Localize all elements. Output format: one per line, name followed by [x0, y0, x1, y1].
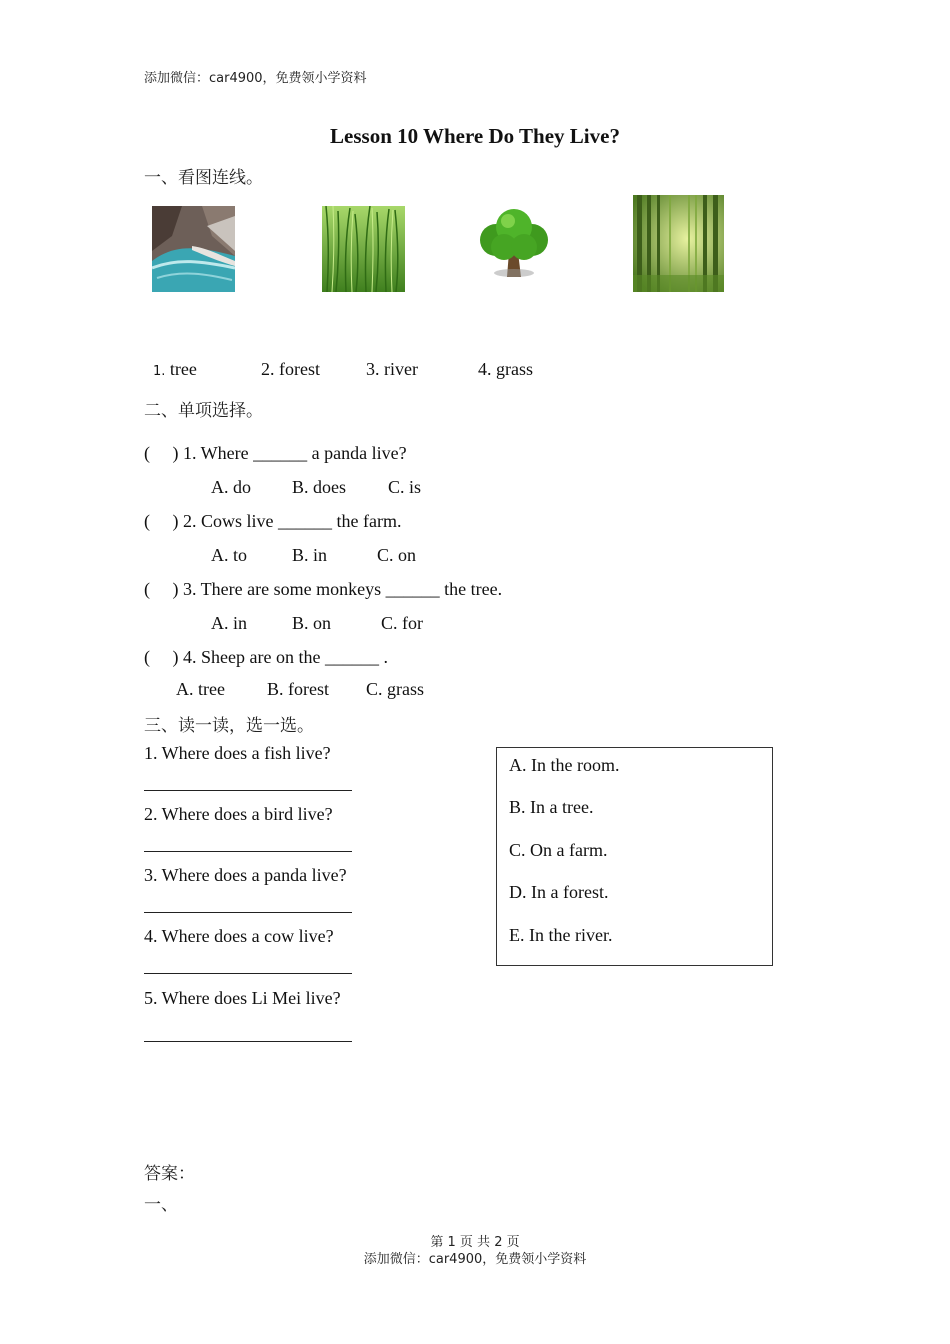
q4-option-a: A. tree	[176, 679, 225, 699]
section2-heading: 二、单项选择。	[144, 401, 263, 421]
q3-option-c: C. for	[381, 613, 423, 633]
grass-photo	[322, 206, 405, 292]
read-question-3: 3. Where does a panda live?	[144, 865, 347, 885]
word-item-1: 1. tree	[153, 359, 197, 379]
answer-line-4	[144, 973, 352, 974]
q3-option-b: B. on	[292, 613, 332, 633]
answer-line-1	[144, 790, 352, 791]
question-1: ( ) 1. Where ______ a panda live?	[144, 443, 407, 463]
q4-option-c: C. grass	[366, 679, 424, 699]
read-question-5: 5. Where does Li Mei live?	[144, 988, 341, 1008]
tree-illustration	[474, 207, 554, 279]
answers-part1: 一、	[144, 1195, 178, 1215]
read-question-2: 2. Where does a bird live?	[144, 804, 333, 824]
answer-line-5	[144, 1041, 352, 1042]
q2-option-b: B. in	[292, 545, 328, 565]
q2-option-a: A. to	[211, 545, 247, 565]
section1-heading: 一、看图连线。	[144, 168, 263, 188]
choice-e: E. In the river.	[509, 925, 613, 945]
q3-option-a: A. in	[211, 613, 247, 633]
river-photo	[152, 206, 235, 292]
page-number: 第 1 页 共 2 页	[430, 1235, 520, 1250]
word-item-3: 3. river	[366, 359, 418, 379]
choice-d: D. In a forest.	[509, 882, 609, 902]
q4-option-b: B. forest	[267, 679, 329, 699]
answers-heading: 答案：	[144, 1164, 195, 1184]
read-question-1: 1. Where does a fish live?	[144, 743, 331, 763]
page-title: Lesson 10 Where Do They Live?	[330, 124, 620, 148]
answer-line-2	[144, 851, 352, 852]
question-2: ( ) 2. Cows live ______ the farm.	[144, 511, 402, 531]
header-note: 添加微信：car4900，免费领小学资料	[144, 71, 367, 86]
word-item-2: 2. forest	[261, 359, 320, 379]
choices-box	[496, 747, 773, 966]
q1-option-a: A. do	[211, 477, 251, 497]
word-item-4: 4. grass	[478, 359, 533, 379]
answer-line-3	[144, 912, 352, 913]
forest-photo	[633, 195, 724, 292]
q1-option-b: B. does	[292, 477, 346, 497]
q2-option-c: C. on	[377, 545, 417, 565]
footer-note: 添加微信：car4900，免费领小学资料	[363, 1252, 587, 1267]
read-question-4: 4. Where does a cow live?	[144, 926, 334, 946]
choice-c: C. On a farm.	[509, 840, 608, 860]
q1-option-c: C. is	[388, 477, 422, 497]
choice-b: B. In a tree.	[509, 797, 594, 817]
question-3: ( ) 3. There are some monkeys ______ the tree.	[144, 579, 503, 599]
choice-a: A. In the room.	[509, 755, 620, 775]
section3-heading: 三、读一读，选一选。	[144, 716, 314, 736]
question-4: ( ) 4. Sheep are on the ______ .	[144, 647, 388, 667]
